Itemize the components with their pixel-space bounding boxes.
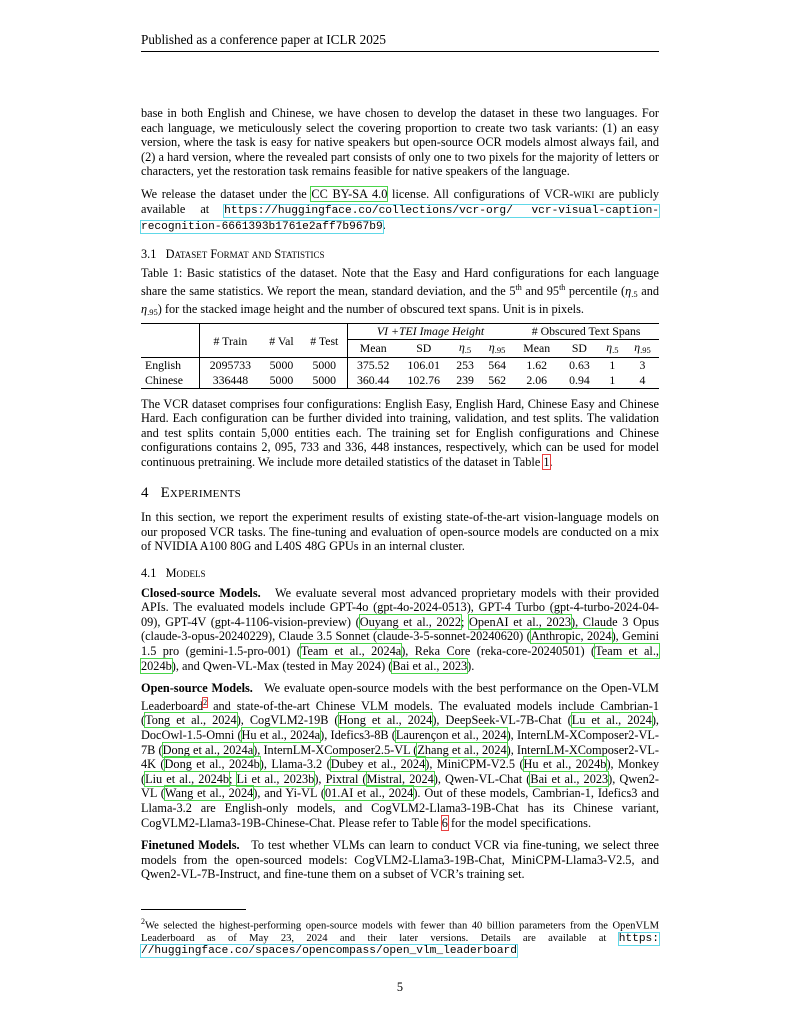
th-val: # Val <box>269 333 294 348</box>
section-4-1-heading: 4.1 Models <box>141 565 206 580</box>
page-body <box>141 106 659 890</box>
finetuned-paragraph: Finetuned Models. To test whether VLMs can learn to conduct VCR via fine-tuning, we select three models from the open-sourced models: CogVLM2-Llama3-19B-Chat, MiniCPM-Llama3-V2.5, and Qwen2-VL-7B-Instruct, and fine-tune them on a subset of VCR’s training set. <box>141 838 659 882</box>
open-source-paragraph: Open-source Models. We evaluate open-source models with the best performance on the Open-VLM Leaderboard$^2$ and state-of-the-art Chinese VLM models. The evaluated models include Cambrian-1 (Tong et al., 2024), CogVLM2-19B (Hong et al., 2024), DeepSeek-VL-7B-Chat (Lu et al., 2024), DocOwl-1.5-Omni (Hu et al., 2024a), Idefics3-8B (Laurençon et al., 2024), InternLM-XComposer2-VL-7B (Dong et al., 2024a), InternLM-XComposer2.5-VL (Zhang et al., 2024), InternLM-XComposer2-VL-4K (Dong et al., 2024b), Llama-3.2 (Dubey et al., 2024), MiniCPM-V2.5 (Hu et al., 2024b), Monkey (Liu et al., 2024b; Li et al., 2023b), Pixtral (Mistral, 2024), Qwen-VL-Chat (Bai et al., 2023), Qwen2-VL (Wang et al., 2024), and Yi-VL (01.AI et al., 2024). Out of these models, Cambrian-1, Idefics3 and Llama-3.2 are English-only models, and CogVLM2-Llama3-19B-Chat has its Chinese variant, CogVLM2-Llama3-19B-Chinese-Chat. Please refer to Table 6 for the model specifications. <box>141 681 660 830</box>
experiments-paragraph: In this section, we report the experiment results of existing state-of-the-art vision-language models on our proposed VCR tasks. The fine-tuning and evaluation of open-source models are conducted on a mix of NVIDIA A100 80G and L40S 48G GPUs in an internal cluster. <box>141 510 659 554</box>
table-1-ref-link[interactable]: 1 <box>543 454 550 469</box>
license-link[interactable]: CC BY-SA 4.0 <box>311 186 388 201</box>
section-3-1-heading: 3.1 Dataset Format and Statistics <box>141 246 325 261</box>
leaderboard-url-link[interactable]: https: //huggingface.co/spaces/opencompass/open_vlm_leaderboard <box>141 932 659 957</box>
th-train: # Train <box>199 324 261 358</box>
table-row: Chinese 336448 5000 5000 360.44 102.76 239 562 2.06 0.94 1 4 <box>141 373 659 388</box>
table-1-caption: Table 1: Basic statistics of the dataset. Note that the Easy and Hard configurations for each language share the same statistics. We report the mean, standard deviation, and the 5th and 95th percentile ($\eta_{.5}$ and $\eta_{.95}$) for the stacked image height and the number of obscured text spans. Unit is in pixels. <box>141 266 660 317</box>
running-head: Published as a conference paper at ICLR 2025 <box>141 32 659 52</box>
stats-paragraph: The VCR dataset comprises four configurations: English Easy, English Hard, Chinese Easy and Chinese Hard. Each configuration can be further divided into training, validation, and test splits. The validation and test splits contain 5,000 entities each. The training set for English configurations and Chinese configurations contains 2, 095, 733 and 336, 448 instances, respectively, which can be used for model continuous pretraining. We include more detailed statistics of the dataset in Table 1. <box>141 396 659 469</box>
closed-source-paragraph: Closed-source Models. We evaluate several most advanced proprietary models with their provided APIs. The evaluated models include GPT-4o (gpt-4o-2024-0513), GPT-4 Turbo (gpt-4-turbo-2024-04-09), GPT-4V (gpt-4-1106-vision-preview) (Ouyang et al., 2022; OpenAI et al., 2023), Claude 3 Opus (claude-3-opus-20240229), Claude 3.5 Sonnet (claude-3-5-sonnet-20240620) (Anthropic, 2024), Gemini 1.5 pro (gemini-1.5-pro-001) (Team et al., 2024a), Reka Core (reka-core-20240501) (Team et al., 2024b), and Qwen-VL-Max (tested in May 2024) (Bai et al., 2023). <box>141 585 659 673</box>
page-number: 5 <box>396 980 404 994</box>
table-row: English 2095733 5000 5000 375.52 106.01 253 564 1.62 0.63 1 3 <box>141 358 659 373</box>
dataset-url-link[interactable]: https://huggingface.co/collections/vcr-org/ vcr-visual-caption-recognition-6661393b1761e2aff7b967b9 <box>141 204 659 234</box>
intro-paragraph-2: We release the dataset under the CC BY-SA 4.0 license. All configurations of VCR-wiki are publicly available at https://huggingface.co/collections/vcr-org/ vcr-visual-caption-recognition-6661393b1761e2aff7b967b9. <box>141 186 660 234</box>
th-test: # Test <box>310 333 339 348</box>
footnote-rule <box>141 909 246 910</box>
th-image-height: VI +TEI Image Height <box>347 324 513 340</box>
intro-paragraph-1: base in both English and Chinese, we have chosen to develop the dataset in these two languages. For each language, we meticulously select the covering proportion to create two task variants: (1) an easy version, where the task is easy for native speakers but open-source OCR models almost always fail, and (2) a hard version, where the revealed part consists of only one to two pixels for the majority of letters or characters, yet the restoration task remains feasible for native speakers of the language. <box>141 106 659 179</box>
th-obscured-spans: # Obscured Text Spans <box>513 324 659 340</box>
section-4-heading: 4 Experiments <box>141 484 241 501</box>
footnote: $^2$We selected the highest-performing open-source models with fewer than 40 billion parameters from the OpenVLM Leaderboard as of May 23, 2024 and their later versions. Details are available at https: //huggingface.co/spaces/opencompass/open_vlm_leaderboard <box>141 917 659 957</box>
statistics-table: # Train # Val # Test VI +TEI Image Height # Obscured Text Spans Mean SD $\eta_{.5}$ $\eta_{.95}$ Mean SD $\eta_{.5}$ $\eta_{.95}$ English 2095733 5000 5000 375.52 106.01 253 564 1.62 0.63 1 3 Chinese 336448 5000 5000 360.44 102.76 239 562 2.06 0.94 1 4 <box>141 323 659 388</box>
